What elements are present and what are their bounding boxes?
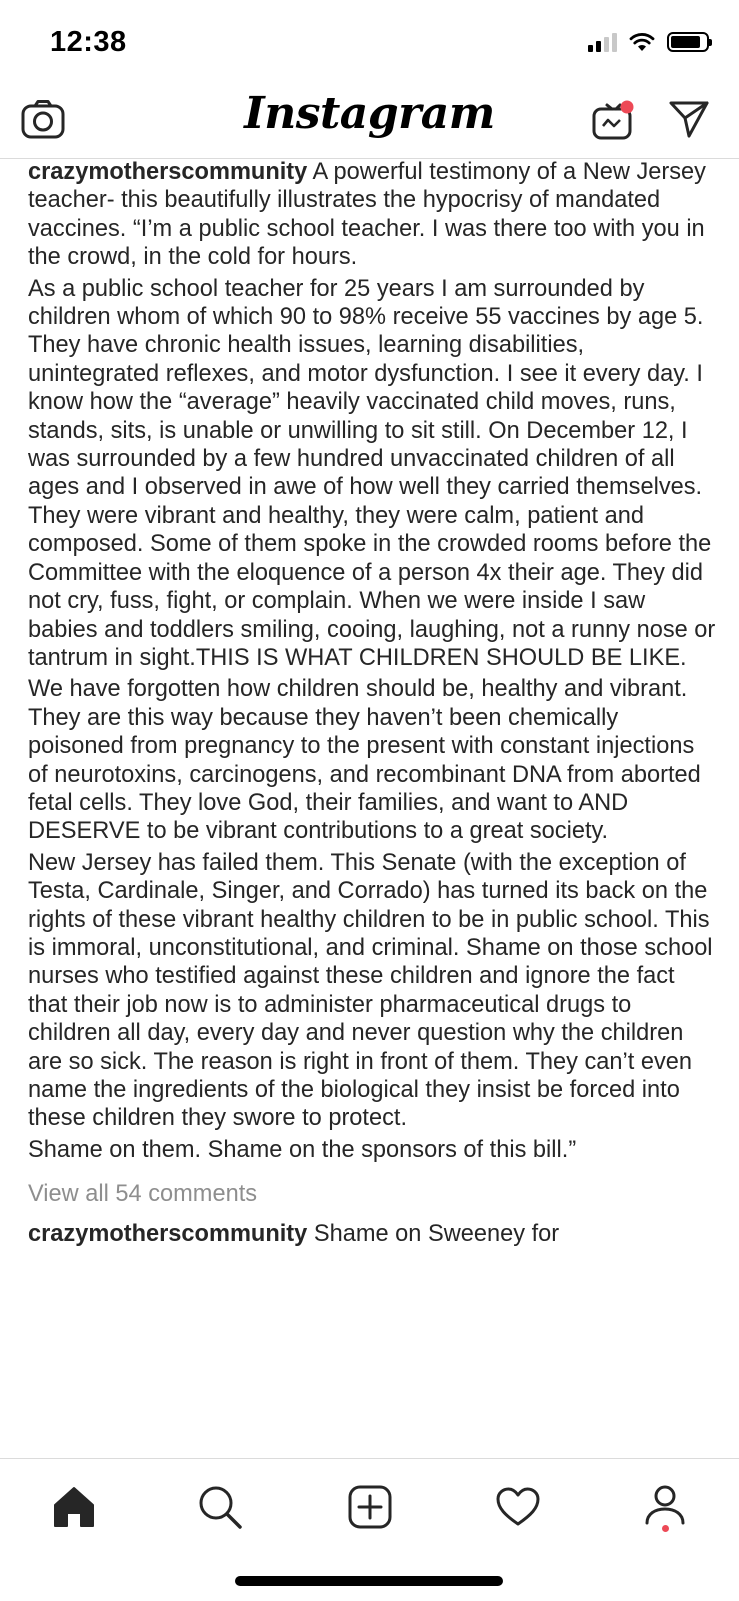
wifi-icon [629,32,655,52]
caption-username[interactable]: crazymotherscommunity [28,159,308,185]
tab-activity[interactable] [488,1477,548,1537]
profile-icon [643,1484,687,1530]
plus-square-icon [348,1485,392,1529]
heart-icon [495,1486,541,1528]
instagram-logo: Instagram [244,88,495,139]
direct-messages-button[interactable] [664,94,714,144]
app-header [0,80,739,159]
home-icon [51,1485,97,1529]
paper-plane-icon [668,98,710,140]
profile-notification-dot [662,1525,669,1532]
igtv-notification-badge [621,101,634,114]
tab-new-post[interactable] [340,1477,400,1537]
comment-text: Shame on Sweeney for [313,1221,560,1248]
home-indicator[interactable] [235,1576,503,1586]
post-content [28,158,718,1248]
caption-paragraph: New Jersey has failed them. This Senate (with the exception of Testa, Cardinale, Singer, and Corrado) has turned its back on the rights of these vibrant healthy children to be in public school. This is immoral, unconstitutional, and criminal. Shame on those school nurses who testified against these children and ignore the fact that their job now is to administer pharmaceutical drugs to children all day, every day and never question why the children are so sick. The reason is right in front of them. They can’t even name the ingredients of the biological they insist be forced into these children they swore to protect. [28,849,713,1132]
comment-preview [28,1220,718,1248]
igtv-button[interactable] [588,94,638,144]
view-all-comments-link[interactable]: View all 54 comments [28,1181,258,1208]
comment-username[interactable]: crazymotherscommunity [28,1221,308,1248]
tab-search[interactable] [190,1477,250,1537]
battery-level [671,36,700,48]
caption-paragraph: As a public school teacher for 25 years I am surrounded by children whom of which 90 to 98% receive 55 vaccines by age 5. They have chronic health issues, learning disabilities, unintegrated reflexes, and motor dysfunction. I see it every day. I know how the “average” heavily vaccinated child moves, runs, stands, sits, is unable or unwilling to sit still. On December 12, I was surrounded by a few hundred unvaccinated children of all ages and I observed in awe of how well they carried themselves. They were vibrant and healthy, they were calm, patient and composed. Some of them spoke in the crowded rooms before the Committee with the eloquence of a person 4x their age. They did not cry, fuss, fight, or complain. When we were inside I saw babies and toddlers smiling, cooing, laughing, not a runny nose or tantrum in sight.THIS IS WHAT CHILDREN SHOULD BE LIKE. [28,275,716,671]
battery-icon [667,32,709,52]
status-time: 12:38 [50,26,127,58]
search-icon [197,1484,243,1530]
status-bar [0,0,739,80]
igtv-icon [590,96,636,142]
post-caption [28,158,718,1164]
tab-home[interactable] [44,1477,104,1537]
caption-paragraph: Shame on them. Shame on the sponsors of this bill.” [28,1136,577,1163]
status-icons [588,32,709,52]
cellular-signal-icon [588,32,617,52]
caption-paragraph: crazymotherscommunity A powerful testimony of a New Jersey teacher- this beautifully illustrates the hypocrisy of mandated vaccines. “I’m a public school teacher. I was there too with you in the crowd, in the cold for hours. [28,159,706,271]
caption-paragraph: We have forgotten how children should be, healthy and vibrant. They are this way because they haven’t been chemically poisoned from pregnancy to the present with constant injections of neurotoxins, carcinogens, and recombinant DNA from aborted fetal cells. They love God, their families, and want to AND DESERVE to be vibrant contributions to a great society. [28,676,701,845]
